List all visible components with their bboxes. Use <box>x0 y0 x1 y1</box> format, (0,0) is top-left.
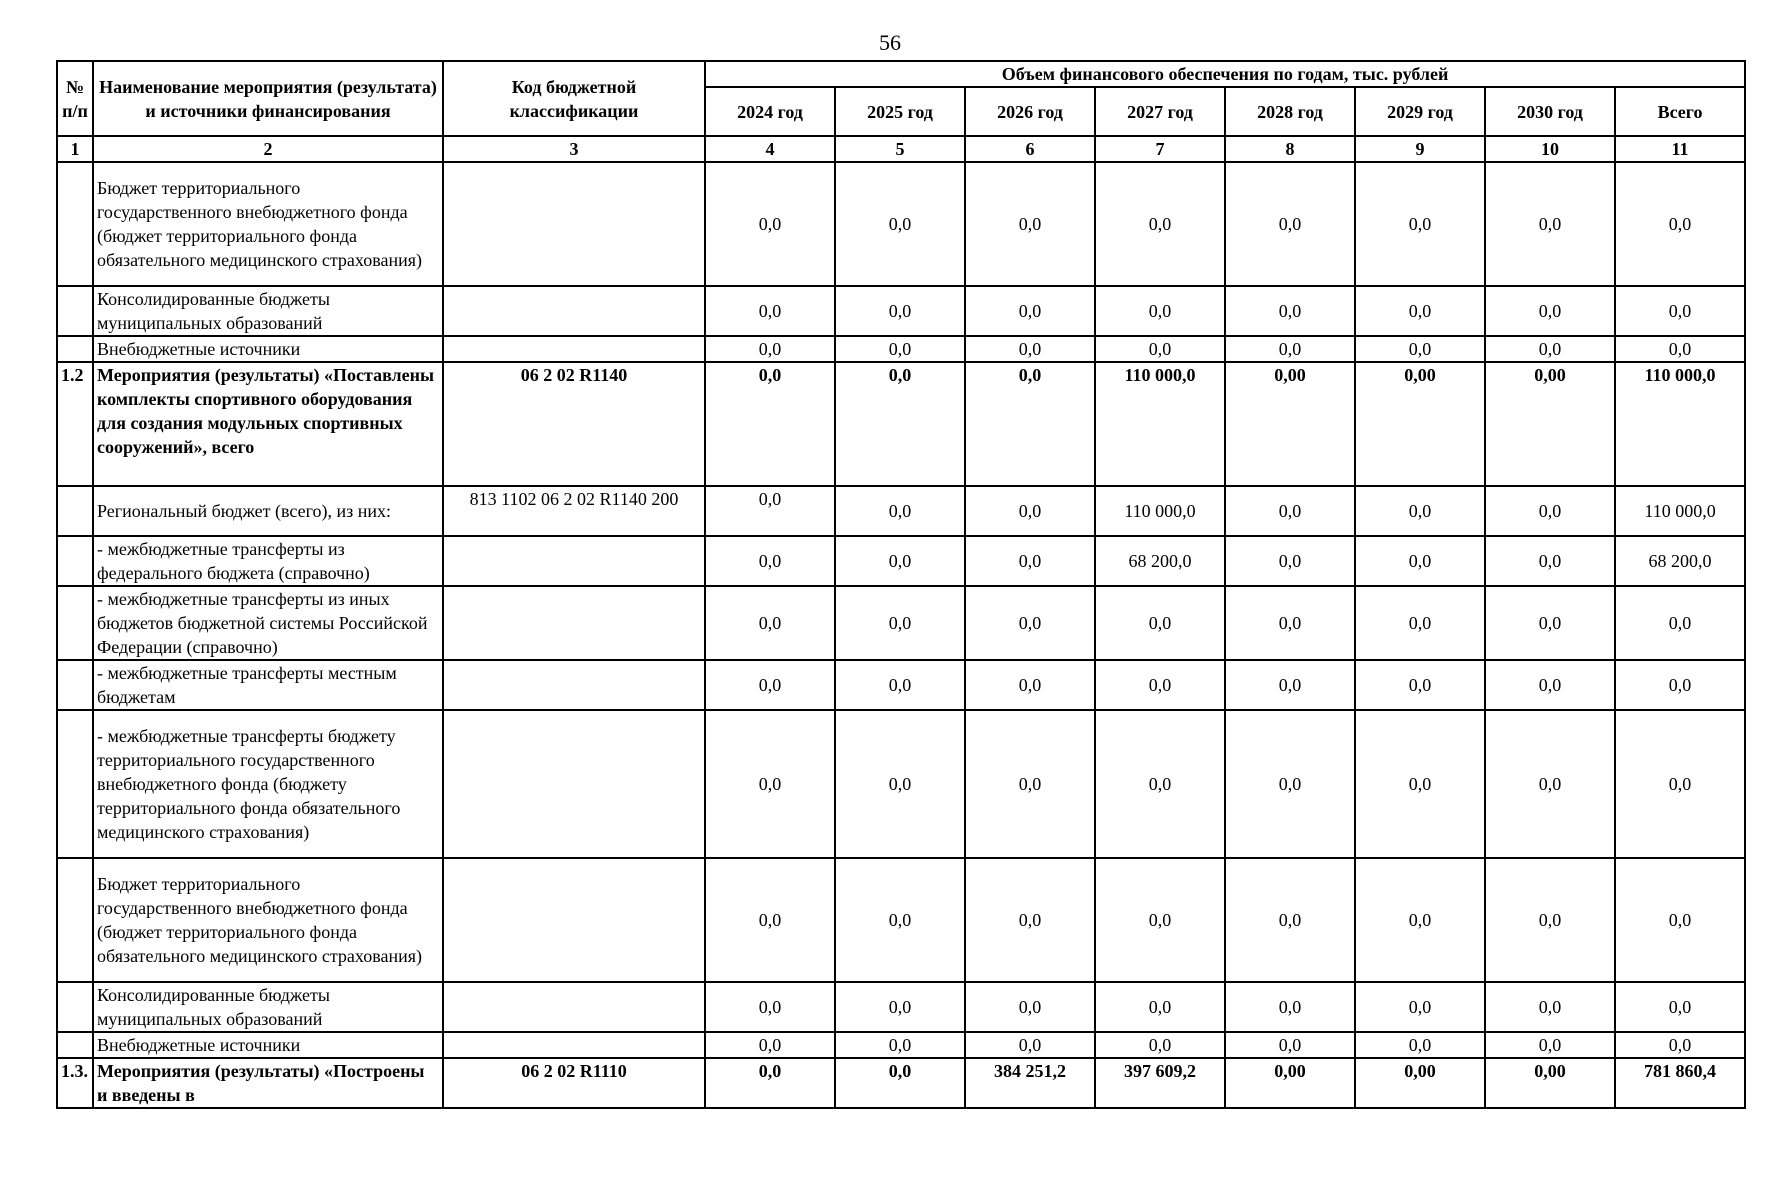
value-cell: 0,0 <box>1225 536 1355 586</box>
column-number: 4 <box>705 136 835 162</box>
column-number: 11 <box>1615 136 1745 162</box>
value-cell: 0,0 <box>705 858 835 982</box>
column-number: 1 <box>57 136 93 162</box>
value-cell: 0,0 <box>1485 286 1615 336</box>
value-cell: 0,0 <box>965 162 1095 286</box>
table-row <box>57 486 1745 536</box>
header-year: 2026 год <box>965 87 1095 136</box>
row-code <box>443 536 705 586</box>
value-cell: 0,0 <box>835 982 965 1032</box>
value-cell: 0,0 <box>1095 982 1225 1032</box>
value-cell: 0,0 <box>965 336 1095 362</box>
value-cell: 0,0 <box>1355 858 1485 982</box>
row-code: 06 2 02 R1110 <box>443 1058 705 1108</box>
table-row <box>57 982 1745 1032</box>
value-cell: 0,0 <box>1095 660 1225 710</box>
value-cell: 0,0 <box>835 536 965 586</box>
column-number: 2 <box>93 136 443 162</box>
header-year: 2028 год <box>1225 87 1355 136</box>
row-index <box>57 858 93 982</box>
header-year: 2027 год <box>1095 87 1225 136</box>
value-cell: 0,0 <box>705 982 835 1032</box>
row-code: 06 2 02 R1140 <box>443 362 705 486</box>
value-cell: 0,0 <box>705 660 835 710</box>
row-index <box>57 162 93 286</box>
column-number: 6 <box>965 136 1095 162</box>
value-cell: 0,0 <box>1095 586 1225 660</box>
value-cell: 0,0 <box>1225 586 1355 660</box>
row-name: Мероприятия (результаты) «Поставлены комплекты спортивного оборудования для создания модульных спортивных сооружений», всего <box>93 362 443 486</box>
row-index <box>57 660 93 710</box>
value-cell: 0,0 <box>1355 1032 1485 1058</box>
column-number: 5 <box>835 136 965 162</box>
row-code <box>443 710 705 858</box>
value-cell: 0,0 <box>1225 858 1355 982</box>
value-cell: 0,0 <box>835 486 965 536</box>
value-cell: 110 000,0 <box>1095 486 1225 536</box>
value-cell: 0,0 <box>965 1032 1095 1058</box>
row-name: - межбюджетные трансферты из иных бюджетов бюджетной системы Российской Федерации (справочно) <box>93 586 443 660</box>
value-cell: 0,0 <box>705 536 835 586</box>
table-row <box>57 660 1745 710</box>
value-cell: 0,0 <box>705 710 835 858</box>
value-cell: 0,0 <box>1225 486 1355 536</box>
value-cell: 0,0 <box>1615 1032 1745 1058</box>
row-name: Консолидированные бюджеты муниципальных образований <box>93 982 443 1032</box>
column-number-row <box>57 136 1745 162</box>
row-name: Бюджет территориального государственного внебюджетного фонда (бюджет территориального фонда обязательного медицинского страхования) <box>93 858 443 982</box>
value-cell: 0,0 <box>705 336 835 362</box>
row-code <box>443 586 705 660</box>
value-cell: 0,0 <box>1355 162 1485 286</box>
value-cell: 0,0 <box>1485 858 1615 982</box>
table-row <box>57 362 1745 486</box>
table-row <box>57 586 1745 660</box>
value-cell: 0,0 <box>965 536 1095 586</box>
value-cell: 0,0 <box>965 586 1095 660</box>
value-cell: 0,0 <box>1615 982 1745 1032</box>
value-cell: 0,0 <box>1095 162 1225 286</box>
value-cell: 0,0 <box>705 486 835 536</box>
header-total: Всего <box>1615 87 1745 136</box>
row-name: Мероприятия (результаты) «Построены и введены в <box>93 1058 443 1108</box>
value-cell: 0,0 <box>1485 982 1615 1032</box>
value-cell: 0,0 <box>1225 162 1355 286</box>
row-index <box>57 586 93 660</box>
row-code: 813 1102 06 2 02 R1140 200 <box>443 486 705 536</box>
budget-table <box>56 60 1746 1109</box>
row-name: Внебюджетные источники <box>93 336 443 362</box>
table-row <box>57 286 1745 336</box>
value-cell: 0,0 <box>1355 982 1485 1032</box>
header-code: Код бюджетной классификации <box>443 61 705 136</box>
row-index <box>57 486 93 536</box>
row-name: Бюджет территориального государственного внебюджетного фонда (бюджет территориального фонда обязательного медицинского страхования) <box>93 162 443 286</box>
value-cell: 0,0 <box>1485 536 1615 586</box>
table-row <box>57 710 1745 858</box>
row-name: - межбюджетные трансферты из федерального бюджета (справочно) <box>93 536 443 586</box>
header-year: 2029 год <box>1355 87 1485 136</box>
value-cell: 0,0 <box>965 486 1095 536</box>
header-name: Наименование мероприятия (результата) и источники финансирования <box>93 61 443 136</box>
table-row <box>57 336 1745 362</box>
value-cell: 0,0 <box>705 362 835 486</box>
value-cell: 0,0 <box>1615 162 1745 286</box>
value-cell: 0,0 <box>1485 710 1615 858</box>
table-row <box>57 858 1745 982</box>
row-index: 1.3. <box>57 1058 93 1108</box>
value-cell: 0,0 <box>1355 286 1485 336</box>
row-index <box>57 286 93 336</box>
row-index <box>57 982 93 1032</box>
value-cell: 0,0 <box>1485 162 1615 286</box>
value-cell: 0,0 <box>835 1032 965 1058</box>
value-cell: 0,0 <box>1485 1032 1615 1058</box>
value-cell: 0,0 <box>1095 336 1225 362</box>
value-cell: 68 200,0 <box>1615 536 1745 586</box>
value-cell: 0,0 <box>1355 710 1485 858</box>
row-index <box>57 536 93 586</box>
row-index <box>57 336 93 362</box>
header-volume: Объем финансового обеспечения по годам, тыс. рублей <box>705 61 1745 87</box>
value-cell: 0,0 <box>1615 858 1745 982</box>
value-cell: 0,0 <box>1485 336 1615 362</box>
value-cell: 0,0 <box>1615 336 1745 362</box>
page-number: 56 <box>879 30 901 55</box>
row-code <box>443 982 705 1032</box>
value-cell: 0,0 <box>835 586 965 660</box>
value-cell: 0,0 <box>1615 286 1745 336</box>
value-cell: 0,0 <box>1225 336 1355 362</box>
value-cell: 0,0 <box>1095 286 1225 336</box>
header-num: № п/п <box>57 61 93 136</box>
row-index <box>57 710 93 858</box>
value-cell: 0,0 <box>1355 660 1485 710</box>
value-cell: 0,0 <box>1225 982 1355 1032</box>
value-cell: 0,0 <box>1225 286 1355 336</box>
value-cell: 0,0 <box>1355 536 1485 586</box>
header-year: 2025 год <box>835 87 965 136</box>
row-name: - межбюджетные трансферты местным бюджетам <box>93 660 443 710</box>
value-cell: 0,0 <box>1355 336 1485 362</box>
value-cell: 0,0 <box>965 660 1095 710</box>
column-number: 10 <box>1485 136 1615 162</box>
value-cell: 0,0 <box>1225 660 1355 710</box>
table-row <box>57 536 1745 586</box>
value-cell: 68 200,0 <box>1095 536 1225 586</box>
value-cell: 0,0 <box>835 362 965 486</box>
value-cell: 0,0 <box>705 162 835 286</box>
column-number: 8 <box>1225 136 1355 162</box>
value-cell: 0,0 <box>1355 586 1485 660</box>
row-name: - межбюджетные трансферты бюджету территориального государственного внебюджетного фонда (бюджету территориального фонда обязательного медицинского страхования) <box>93 710 443 858</box>
row-code <box>443 858 705 982</box>
value-cell: 0,00 <box>1485 1058 1615 1108</box>
value-cell: 0,0 <box>835 1058 965 1108</box>
row-name: Региональный бюджет (всего), из них: <box>93 486 443 536</box>
value-cell: 0,0 <box>835 336 965 362</box>
value-cell: 0,0 <box>965 858 1095 982</box>
value-cell: 0,00 <box>1225 1058 1355 1108</box>
value-cell: 0,0 <box>965 710 1095 858</box>
row-code <box>443 660 705 710</box>
value-cell: 0,0 <box>1095 858 1225 982</box>
row-code <box>443 336 705 362</box>
value-cell: 0,0 <box>835 858 965 982</box>
value-cell: 384 251,2 <box>965 1058 1095 1108</box>
value-cell: 0,0 <box>1225 1032 1355 1058</box>
value-cell: 0,0 <box>1355 486 1485 536</box>
column-number: 9 <box>1355 136 1485 162</box>
value-cell: 0,00 <box>1485 362 1615 486</box>
table-row <box>57 1032 1745 1058</box>
value-cell: 0,0 <box>835 710 965 858</box>
value-cell: 110 000,0 <box>1615 362 1745 486</box>
value-cell: 0,0 <box>1225 710 1355 858</box>
header-year: 2024 год <box>705 87 835 136</box>
value-cell: 397 609,2 <box>1095 1058 1225 1108</box>
row-name: Консолидированные бюджеты муниципальных образований <box>93 286 443 336</box>
value-cell: 0,0 <box>1485 586 1615 660</box>
value-cell: 0,0 <box>835 660 965 710</box>
column-number: 3 <box>443 136 705 162</box>
row-name: Внебюджетные источники <box>93 1032 443 1058</box>
table-row <box>57 162 1745 286</box>
value-cell: 0,0 <box>705 1032 835 1058</box>
value-cell: 0,0 <box>1485 660 1615 710</box>
value-cell: 0,0 <box>1615 660 1745 710</box>
value-cell: 0,0 <box>705 1058 835 1108</box>
value-cell: 0,0 <box>965 286 1095 336</box>
value-cell: 0,0 <box>1485 486 1615 536</box>
value-cell: 0,00 <box>1355 362 1485 486</box>
header-year: 2030 год <box>1485 87 1615 136</box>
row-code <box>443 286 705 336</box>
row-index <box>57 1032 93 1058</box>
value-cell: 0,0 <box>705 586 835 660</box>
table-row <box>57 1058 1745 1108</box>
value-cell: 0,00 <box>1225 362 1355 486</box>
value-cell: 0,0 <box>965 362 1095 486</box>
row-code <box>443 162 705 286</box>
value-cell: 0,0 <box>835 162 965 286</box>
value-cell: 781 860,4 <box>1615 1058 1745 1108</box>
value-cell: 0,0 <box>1095 710 1225 858</box>
value-cell: 0,0 <box>705 286 835 336</box>
value-cell: 0,00 <box>1355 1058 1485 1108</box>
value-cell: 110 000,0 <box>1095 362 1225 486</box>
row-index: 1.2 <box>57 362 93 486</box>
row-code <box>443 1032 705 1058</box>
value-cell: 0,0 <box>1615 710 1745 858</box>
column-number: 7 <box>1095 136 1225 162</box>
value-cell: 110 000,0 <box>1615 486 1745 536</box>
value-cell: 0,0 <box>835 286 965 336</box>
value-cell: 0,0 <box>965 982 1095 1032</box>
value-cell: 0,0 <box>1615 586 1745 660</box>
value-cell: 0,0 <box>1095 1032 1225 1058</box>
